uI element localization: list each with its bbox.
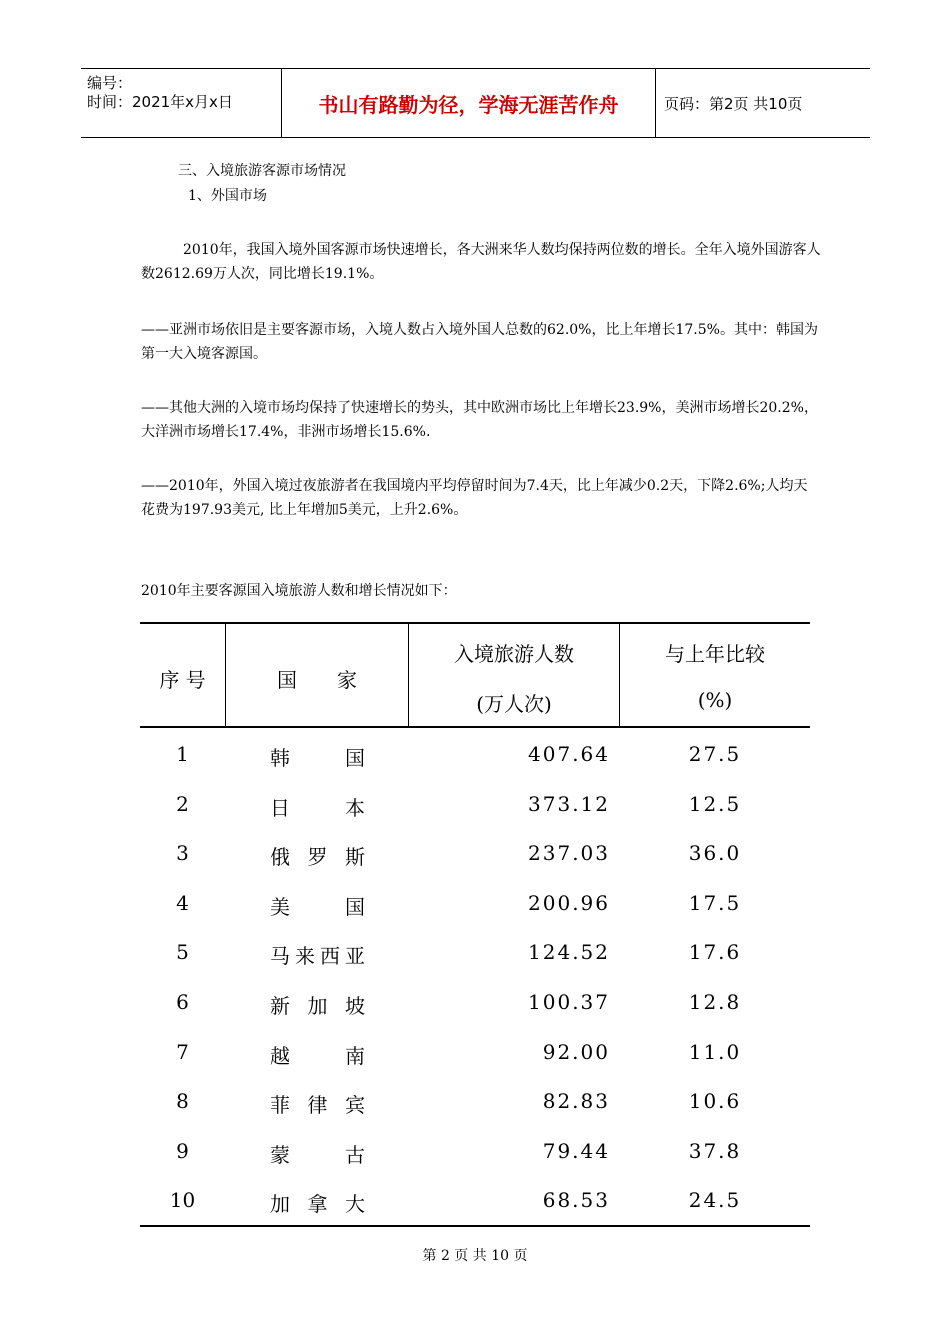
row-country: 美国 [270,894,365,919]
table-rule [140,622,810,624]
row-country: 俄罗斯 [270,845,365,870]
row-change: 12.5 [688,791,742,816]
header-change-unit: (%) [697,688,733,712]
row-change: 37.8 [688,1138,742,1163]
row-country: 日本 [270,795,365,820]
header-no: 序 号 [159,668,206,692]
row-change: 17.5 [688,890,742,915]
row-number: 4 [176,890,189,915]
table-rule [140,1225,810,1227]
row-number: 5 [176,940,189,965]
row-country: 菲律宾 [270,1093,365,1118]
header-change: 与上年比较 [665,642,765,666]
row-number: 9 [176,1138,189,1163]
paragraph: 2010年，我国入境外国客源市场快速增长，各大洲来华人数均保持两位数的增长。全年入境外国游客人数2612.69万人次，同比增长19.1%。 [141,242,821,282]
row-number: 6 [176,990,189,1014]
page-header [81,68,870,138]
row-number: 7 [176,1039,189,1064]
paragraph: ——其他大洲的入境市场均保持了快速增长的势头，其中欧洲市场比上年增长23.9%，美洲市场增长20.2%，大洋洲市场增长17.4%，非洲市场增长15.6%. [141,400,818,440]
row-change: 27.5 [688,742,742,766]
row-change: 10.6 [688,1089,742,1114]
paragraph: ——2010年，外国入境过夜旅游者在我国境内平均停留时间为7.4天，比上年减少0.2天，下降2.6%;人均天花费为197.93美元, 比上年增加5美元，上升2.6%。 [141,478,808,518]
row-change: 12.8 [688,990,742,1014]
row-country: 新加坡 [270,994,365,1018]
row-visitors: 79.44 [542,1138,610,1163]
code-label: 编号： [87,74,133,92]
header-divider [655,69,656,137]
table-rule [140,726,810,728]
row-country: 越南 [270,1043,365,1068]
header-visitors-unit: (万人次) [476,692,552,716]
table-row [140,928,810,978]
row-visitors: 237.03 [528,841,610,866]
table-intro: 2010年主要客源国入境旅游人数和增长情况如下： [141,583,457,599]
row-visitors: 92.00 [542,1039,610,1064]
table-row [140,730,810,780]
header-meta [81,69,281,137]
row-number: 1 [176,742,189,766]
row-visitors: 373.12 [528,791,610,816]
table-row [140,1077,810,1127]
header-country: 国 家 [277,668,357,692]
row-number: 10 [169,1188,196,1213]
time-label: 时间：2021年x月x日 [87,93,233,111]
row-country: 韩国 [270,746,365,770]
row-visitors: 100.37 [528,990,610,1014]
page-label: 页码：第2页 共10页 [664,95,803,113]
row-change: 11.0 [688,1039,742,1064]
row-visitors: 407.64 [528,742,610,766]
row-country: 蒙古 [270,1142,365,1167]
row-number: 3 [176,841,189,866]
table-row [140,1127,810,1177]
row-visitors: 124.52 [528,940,610,965]
table-row [140,780,810,830]
section-heading: 三、入境旅游客源市场情况 [178,163,346,179]
page-footer: 第 2 页 共 10 页 [422,1248,528,1264]
header-visitors: 入境旅游人数 [454,642,574,666]
paragraph: ——亚洲市场依旧是主要客源市场，入境人数占入境外国人总数的62.0%，比上年增长17.5%。其中：韩国为第一大入境客源国。 [141,322,818,362]
table-row [140,829,810,879]
row-country: 加拿大 [270,1192,365,1217]
table-row [140,978,810,1028]
table-row [140,1028,810,1078]
row-number: 8 [176,1089,189,1114]
section-subheading: 1、外国市场 [188,188,267,204]
header-motto: 书山有路勤为径，学海无涯苦作舟 [318,92,619,117]
row-country: 马来西亚 [270,944,365,969]
row-change: 24.5 [688,1188,742,1213]
table-row [140,879,810,929]
row-number: 2 [176,791,189,816]
row-change: 36.0 [688,841,742,866]
row-visitors: 68.53 [542,1188,610,1213]
row-visitors: 200.96 [528,890,610,915]
row-change: 17.6 [688,940,742,965]
row-visitors: 82.83 [542,1089,610,1114]
table-row [140,1176,810,1226]
